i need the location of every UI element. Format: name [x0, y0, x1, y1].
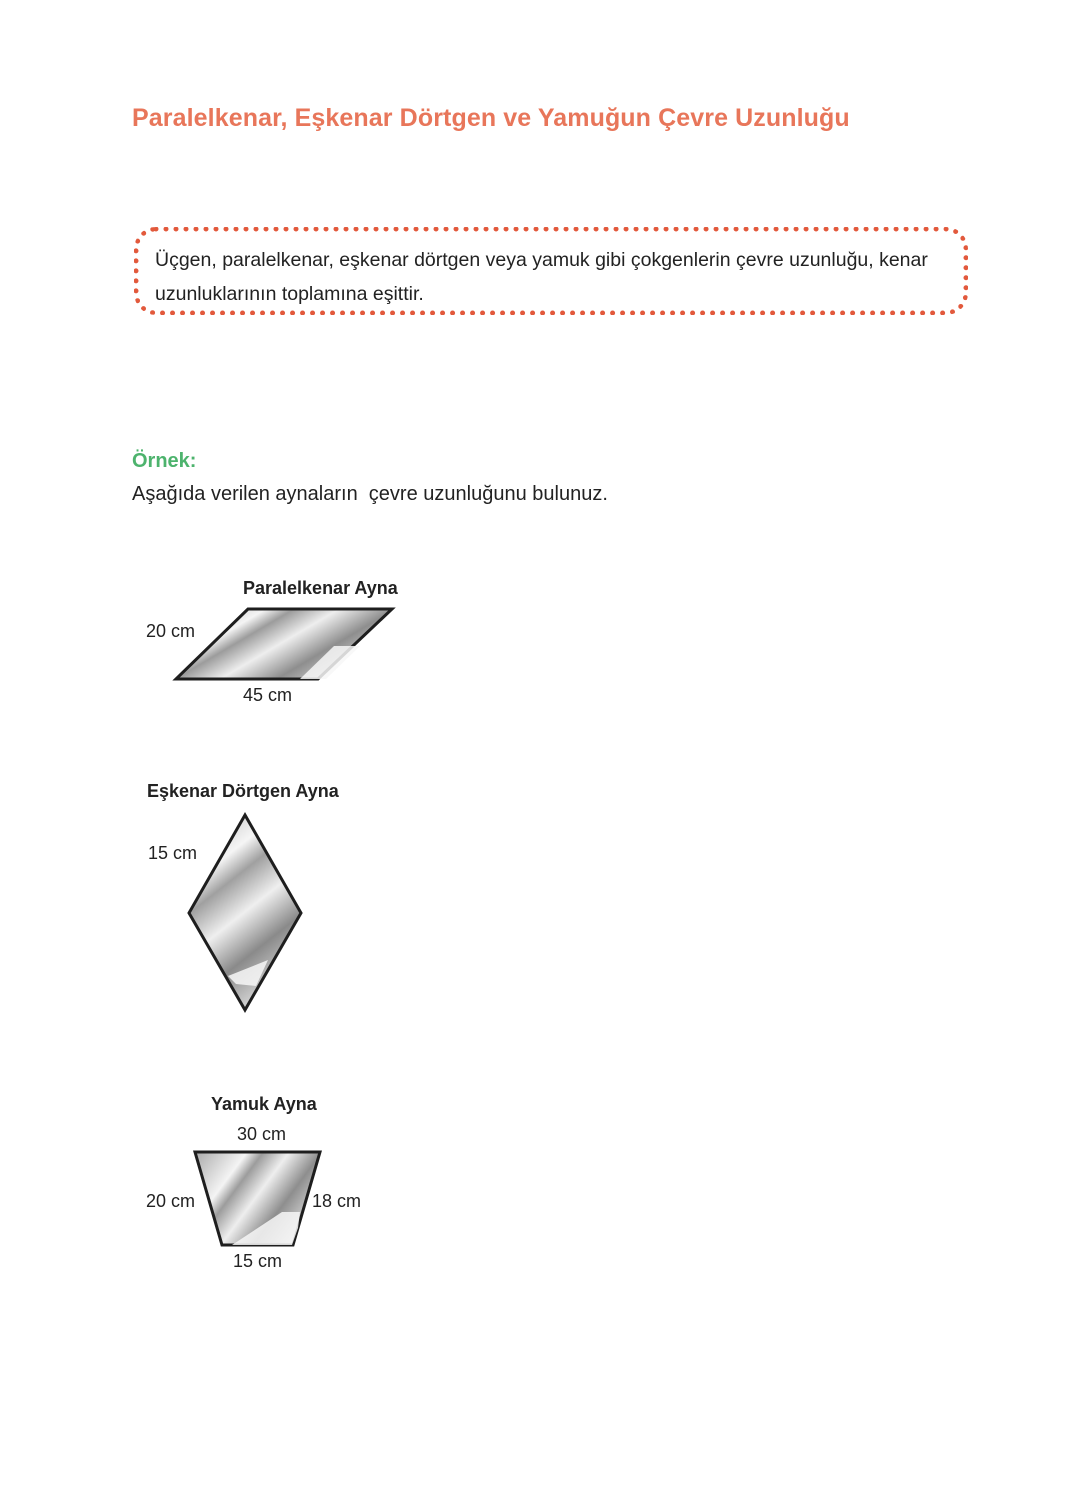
parallelogram-base-label: 45 cm	[243, 685, 293, 705]
rhombus-side-label: 15 cm	[148, 843, 198, 863]
rhombus-mirror	[189, 815, 301, 1010]
rhombus-title: Eşkenar Dörtgen Ayna	[147, 781, 339, 801]
parallelogram-side-label: 20 cm	[146, 621, 196, 641]
parallelogram-title: Paralelkenar Ayna	[243, 578, 398, 598]
trapezoid-title: Yamuk Ayna	[211, 1094, 317, 1114]
trapezoid-bottom-label: 15 cm	[233, 1251, 283, 1271]
trapezoid-mirror	[195, 1152, 320, 1245]
trapezoid-right-label: 18 cm	[312, 1191, 362, 1211]
info-text: Üçgen, paralelkenar, eşkenar dörtgen veya yamuk gibi çokgenlerin çevre uzunluğu, kenar uzunluklarının toplamına eşittir.	[155, 249, 928, 305]
example-prompt: Aşağıda verilen aynaların çevre uzunluğunu bulunuz.	[132, 483, 608, 505]
trapezoid-left-label: 20 cm	[146, 1191, 196, 1211]
parallelogram-mirror	[176, 609, 392, 679]
example-label: Örnek:	[132, 450, 197, 472]
page-title: Paralelkenar, Eşkenar Dörtgen ve Yamuğun Çevre Uzunluğu	[132, 104, 850, 132]
trapezoid-top-label: 30 cm	[237, 1124, 287, 1144]
